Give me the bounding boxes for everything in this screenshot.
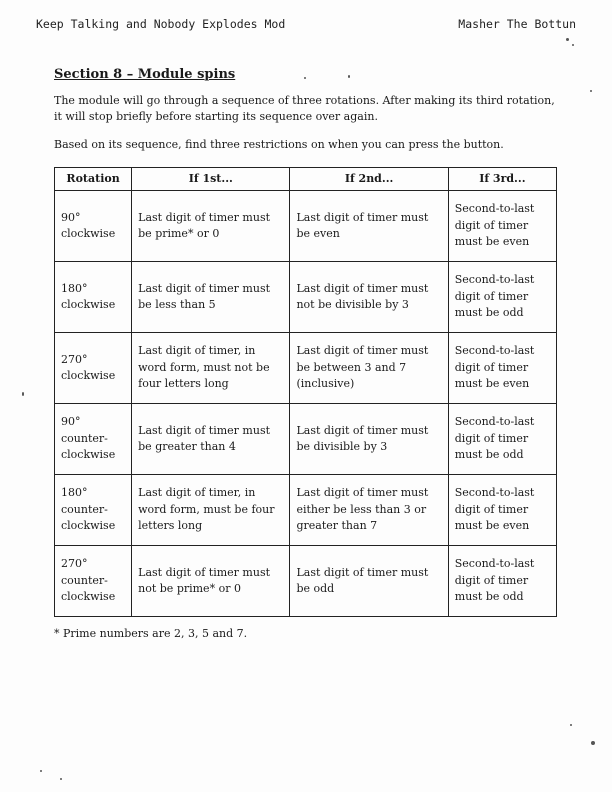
header-mod-title: Keep Talking and Nobody Explodes Mod — [36, 17, 286, 31]
second-rule-cell: Last digit of timer must be divisible by 3 — [290, 404, 448, 475]
paper-speck — [40, 770, 42, 772]
third-rule-cell: Second-to-last digit of timer must be odd — [448, 262, 556, 333]
paper-speck — [590, 90, 592, 92]
paper-speck — [348, 75, 350, 78]
prime-footnote: * Prime numbers are 2, 3, 5 and 7. — [54, 627, 248, 640]
second-rule-cell: Last digit of timer must be between 3 and 7 (inclusive) — [290, 333, 448, 404]
paper-speck — [566, 38, 569, 41]
header-module-name: Masher The Bottun — [458, 17, 576, 31]
first-rule-cell: Last digit of timer must be less than 5 — [132, 262, 290, 333]
rotation-cell: 90° counter-clockwise — [55, 404, 132, 475]
table-row — [55, 333, 557, 404]
rotation-cell: 270° clockwise — [55, 333, 132, 404]
table-row — [55, 191, 557, 262]
rotation-cell: 90° clockwise — [55, 191, 132, 262]
second-rule-cell: Last digit of timer must be odd — [290, 546, 448, 617]
intro-paragraph: The module will go through a sequence of three rotations. After making its third rotation, it will stop briefly before starting its sequence over again. — [54, 94, 555, 123]
third-rule-cell: Second-to-last digit of timer must be even — [448, 333, 556, 404]
column-header-rotation: Rotation — [55, 168, 132, 191]
first-rule-cell: Last digit of timer must not be prime* or 0 — [132, 546, 290, 617]
column-header-first: If 1st... — [132, 168, 290, 191]
paper-speck — [60, 778, 62, 780]
second-rule-cell: Last digit of timer must be even — [290, 191, 448, 262]
first-rule-cell: Last digit of timer, in word form, must be four letters long — [132, 475, 290, 546]
rotation-cell: 180° clockwise — [55, 262, 132, 333]
paper-speck — [22, 392, 24, 396]
table-row — [55, 404, 557, 475]
first-rule-cell: Last digit of timer must be prime* or 0 — [132, 191, 290, 262]
rotation-cell: 270° counter-clockwise — [55, 546, 132, 617]
instruction-paragraph: Based on its sequence, find three restrictions on when you can press the button. — [54, 138, 504, 151]
second-rule-cell: Last digit of timer must not be divisible by 3 — [290, 262, 448, 333]
paper-speck — [591, 741, 595, 745]
third-rule-cell: Second-to-last digit of timer must be odd — [448, 404, 556, 475]
rotation-cell: 180° counter-clockwise — [55, 475, 132, 546]
table-row — [55, 475, 557, 546]
table-row — [55, 546, 557, 617]
table-header-row — [55, 168, 557, 191]
first-rule-cell: Last digit of timer must be greater than 4 — [132, 404, 290, 475]
third-rule-cell: Second-to-last digit of timer must be even — [448, 475, 556, 546]
paper-speck — [570, 724, 572, 726]
table-row — [55, 262, 557, 333]
paper-speck — [572, 44, 574, 46]
paper-speck — [304, 77, 306, 79]
rotation-table — [54, 167, 557, 617]
second-rule-cell: Last digit of timer must either be less than 3 or greater than 7 — [290, 475, 448, 546]
section-title: Section 8 – Module spins — [54, 67, 236, 82]
third-rule-cell: Second-to-last digit of timer must be odd — [448, 546, 556, 617]
first-rule-cell: Last digit of timer, in word form, must not be four letters long — [132, 333, 290, 404]
column-header-third: If 3rd... — [448, 168, 556, 191]
column-header-second: If 2nd... — [290, 168, 448, 191]
third-rule-cell: Second-to-last digit of timer must be even — [448, 191, 556, 262]
